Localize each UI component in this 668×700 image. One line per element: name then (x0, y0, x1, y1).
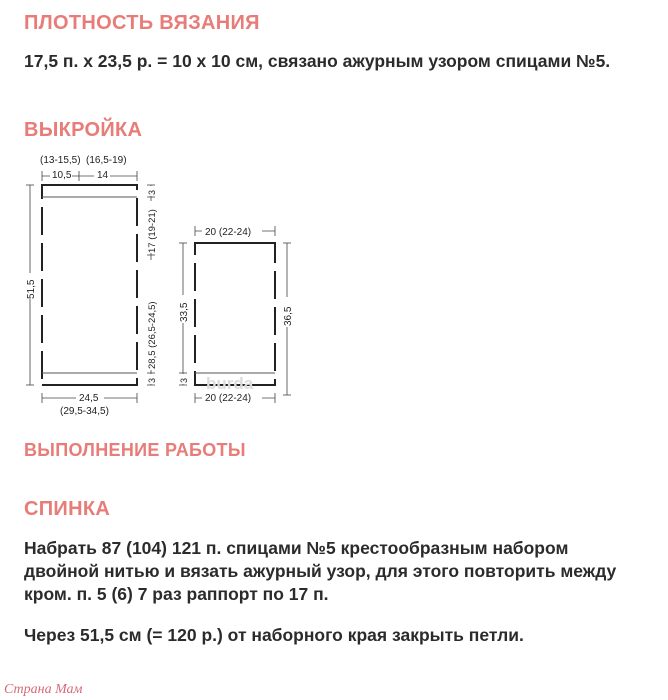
sleeve-top-width: 20 (22-24) (205, 227, 252, 238)
back-right-upper: 17 (19-21) (147, 209, 158, 253)
back-bottom-value: 24,5 (79, 393, 99, 404)
back-top-left-value: 10,5 (52, 170, 72, 181)
back-piece (23, 155, 158, 417)
back-top-left-sizes: (13-15,5) (40, 155, 81, 166)
back-instructions: Набрать 87 (104) 121 п. спицами №5 крестообразным набором двойной нитью и вязать ажурный узор, для этого повторить между кром. п. 5 (6) 7 раз раппорт по 17 п. (24, 538, 617, 604)
sleeve-bottom-width: 20 (22-24) (205, 393, 252, 404)
sleeve-left-bottom: 3 (179, 377, 189, 383)
back-right-lower: 28,5 (26,5-24,5) (147, 301, 158, 369)
back-top-right-value: 14 (97, 170, 109, 181)
sleeve-left-length: 33,5 (179, 302, 190, 322)
sleeve-piece (176, 224, 294, 404)
gauge-text: 17,5 п. х 23,5 р. = 10 х 10 см, связано ажурным узором спицами №5. (24, 51, 611, 71)
back-right-bottom: 3 (147, 377, 157, 383)
execution-heading: ВЫПОЛНЕНИЕ РАБОТЫ (24, 440, 246, 460)
sleeve-right-length: 36,5 (283, 306, 294, 326)
burda-watermark: burda (206, 374, 254, 393)
back-right-top: 3 (147, 189, 157, 195)
back-bottom-sizes: (29,5-34,5) (60, 406, 109, 417)
back-bind-off: Через 51,5 см (= 120 р.) от наборного края закрыть петли. (24, 625, 524, 645)
gauge-heading: ПЛОТНОСТЬ ВЯЗАНИЯ (24, 12, 260, 34)
pattern-heading: ВЫКРОЙКА (24, 119, 143, 141)
site-watermark: Страна Мам (4, 682, 83, 697)
back-heading: СПИНКА (24, 498, 111, 520)
back-left-length: 51,5 (26, 279, 37, 299)
pattern-diagram (0, 145, 668, 435)
back-top-right-sizes: (16,5-19) (86, 155, 127, 166)
